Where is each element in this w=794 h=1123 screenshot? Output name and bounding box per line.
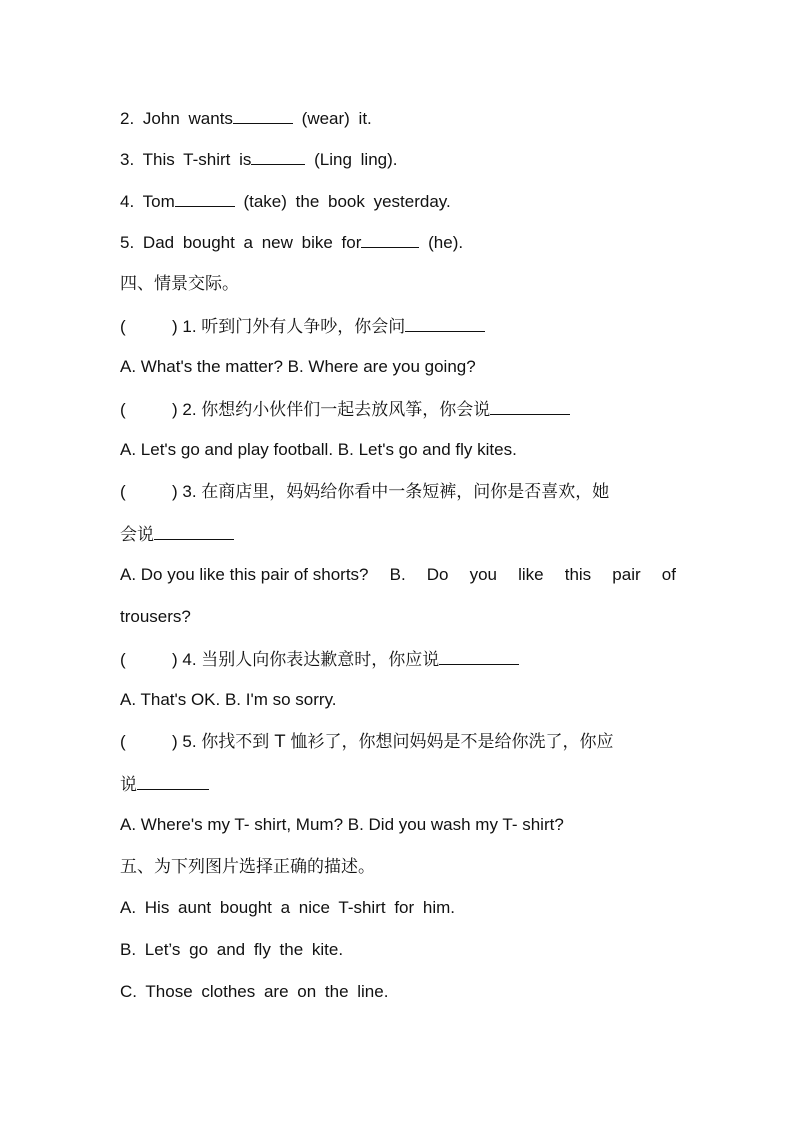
item-hint: (take) the book yesterday. <box>243 192 451 211</box>
option-word: like <box>518 565 544 584</box>
question-2 <box>120 397 676 422</box>
answer-bracket[interactable]: ( <box>120 650 126 669</box>
question-text-cont: 会说 <box>120 525 154 545</box>
question-3 <box>120 480 676 504</box>
answer-blank[interactable] <box>405 314 485 332</box>
question-number: ) 1. <box>172 317 197 336</box>
question-number: ) 4. <box>172 650 197 669</box>
answer-blank[interactable] <box>251 147 305 165</box>
item-text: Tom <box>142 192 175 211</box>
question-4-options: A. That's OK. B. I'm so sorry. <box>120 690 337 709</box>
item-hint: (he). <box>428 233 464 252</box>
option-word: Do <box>426 565 449 584</box>
answer-bracket[interactable]: ( <box>120 317 126 336</box>
question-4 <box>120 647 676 672</box>
description-a: A. His aunt bought a nice T-shirt for him. <box>120 898 455 917</box>
answer-blank[interactable] <box>154 522 234 540</box>
question-5-options: A. Where's my T- shirt, Mum? B. Did you wash my T- shirt? <box>120 815 564 834</box>
answer-blank[interactable] <box>233 106 293 124</box>
item-text: Dad bought a new bike for <box>142 233 362 252</box>
item-number: 4. <box>120 192 135 211</box>
question-number: ) 5. <box>172 732 197 751</box>
answer-bracket[interactable]: ( <box>120 400 126 419</box>
question-number: ) 2. <box>172 400 197 419</box>
fill-item-3 <box>120 147 676 172</box>
option-word: pair <box>612 565 641 584</box>
fill-item-5 <box>120 230 676 255</box>
question-3-options <box>120 563 676 587</box>
question-text-cont: 说 <box>120 775 137 795</box>
description-c: C. Those clothes are on the line. <box>120 982 389 1001</box>
item-text: This T-shirt is <box>142 150 252 169</box>
option-word: of <box>661 565 676 584</box>
question-2-options: A. Let's go and play football. B. Let's go and fly kites. <box>120 440 517 459</box>
item-number: 3. <box>120 150 135 169</box>
question-5 <box>120 730 676 754</box>
question-1-options: A. What's the matter? B. Where are you going? <box>120 357 476 376</box>
fill-item-4 <box>120 189 676 214</box>
question-text: 你找不到 T 恤衫了，你想问妈妈是不是给你洗了，你应 <box>201 732 614 752</box>
fill-item-2 <box>120 106 676 131</box>
question-text: 你想约小伙伴们一起去放风筝，你会说 <box>201 400 491 420</box>
question-text: 在商店里，妈妈给你看中一条短裤，问你是否喜欢，她 <box>201 482 610 502</box>
question-number: ) 3. <box>172 482 197 501</box>
question-5-cont <box>120 772 676 797</box>
question-3-cont <box>120 522 676 547</box>
item-hint: (wear) it. <box>301 109 372 128</box>
item-number: 2. <box>120 109 135 128</box>
item-hint: (Ling ling). <box>314 150 398 169</box>
option-word: this <box>564 565 592 584</box>
section-4-heading: 四、情景交际。 <box>120 274 239 294</box>
item-number: 5. <box>120 233 135 252</box>
question-text: 当别人向你表达歉意时，你应说 <box>201 650 440 670</box>
answer-blank[interactable] <box>361 230 419 248</box>
item-text: John wants <box>142 109 233 128</box>
option-b-label: B. <box>389 565 406 584</box>
answer-blank[interactable] <box>490 397 570 415</box>
question-3-options-cont: trousers? <box>120 607 191 626</box>
section-5-heading: 五、为下列图片选择正确的描述。 <box>120 857 375 877</box>
description-b: B. Let’s go and fly the kite. <box>120 940 344 959</box>
option-a: A. Do you like this pair of shorts? <box>120 565 369 584</box>
answer-bracket[interactable]: ( <box>120 732 126 751</box>
answer-blank[interactable] <box>439 647 519 665</box>
answer-blank[interactable] <box>137 772 209 790</box>
question-text: 听到门外有人争吵，你会问 <box>201 317 406 337</box>
option-word: you <box>469 565 498 584</box>
question-1 <box>120 314 676 339</box>
answer-blank[interactable] <box>175 189 235 207</box>
answer-bracket[interactable]: ( <box>120 482 126 501</box>
